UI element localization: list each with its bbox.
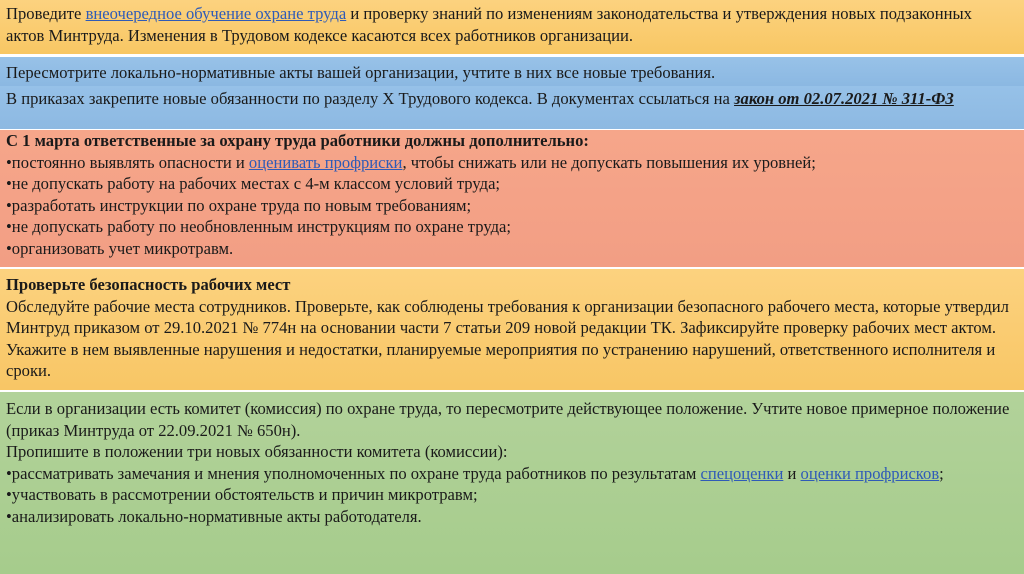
committee-item-1-pre: •рассматривать замечания и мнения уполномоченных по охране труда работников по результатам bbox=[6, 463, 701, 483]
committee-item-2: •участвовать в рассмотрении обстоятельств и причин микротравм; bbox=[6, 485, 478, 504]
committee-item-1 bbox=[6, 463, 1018, 485]
block-workplace-safety bbox=[0, 269, 1024, 390]
committee-item-1-post: ; bbox=[939, 463, 944, 483]
training-text-1: Проведите bbox=[6, 4, 86, 23]
profrisk-assessment-link[interactable]: оценки профрисков bbox=[800, 463, 940, 483]
orders-text: В приказах закрепите новые обязанности по разделу X Трудового кодекса. В документах ссылаться на bbox=[6, 89, 735, 108]
duties-item-1 bbox=[6, 152, 1018, 174]
duties-item-5: •организовать учет микротравм. bbox=[6, 238, 234, 258]
special-assessment-link[interactable]: спецоценки bbox=[700, 463, 784, 483]
duties-item-2: •не допускать работу на рабочих местах с 4-м классом условий труда; bbox=[6, 174, 501, 193]
duties-item-1-pre: •постоянно выявлять опасности и bbox=[6, 152, 249, 172]
block-orders bbox=[0, 86, 1024, 129]
local-acts-text: Пересмотрите локально-нормативные акты вашей организации, учтите в них все новые требования. bbox=[6, 63, 716, 82]
duties-item-3: •разработать инструкции по охране труда по новым требованиям; bbox=[6, 195, 472, 215]
training-text-2: и проверку знаний по изменениям законодательства и утверждения новых подзаконных актов Минтруда. Изменения в Трудовом кодексе касаются всех работников организации. bbox=[6, 4, 972, 45]
committee-item-1-mid: и bbox=[783, 463, 801, 483]
duties-item-4: •не допускать работу по необновленным инструкциям по охране труда; bbox=[6, 217, 511, 236]
block-local-acts bbox=[0, 57, 1024, 86]
training-paragraph bbox=[6, 3, 984, 46]
block-responsible-duties bbox=[0, 130, 1024, 267]
law-reference: закон от 02.07.2021 № 311-ФЗ bbox=[734, 89, 954, 108]
block-committee bbox=[0, 392, 1024, 574]
workplace-body: Обследуйте рабочие места сотрудников. Проверьте, как соблюдены требования к организации безопасного рабочего места, которые утвердил Минтруд приказом от 29.10.2021 № 774н на основании части 7 статьи 209 новой редакции ТК. Зафиксируйте проверку рабочих мест актом. Укажите в нем выявленные нарушения и недостатки, планируемые мероприятия по устранению нарушений, ответственного исполнителя и сроки. bbox=[6, 296, 1009, 380]
orders-paragraph bbox=[6, 88, 1018, 110]
block-training bbox=[0, 0, 1024, 54]
committee-paragraph-2: Пропишите в положении три новых обязанности комитета (комиссии): bbox=[6, 442, 508, 461]
committee-item-3: •анализировать локально-нормативные акты работодателя. bbox=[6, 506, 422, 526]
workplace-heading: Проверьте безопасность рабочих мест bbox=[6, 275, 291, 294]
duties-heading: С 1 марта ответственные за охрану труда работники должны дополнительно: bbox=[6, 131, 589, 150]
committee-paragraph-1: Если в организации есть комитет (комиссия) по охране труда, то пересмотрите действующее положение. Учтите новое примерное положение (приказ Минтруда от 22.09.2021 № 650н). bbox=[6, 399, 1010, 440]
duties-item-1-post: , чтобы снижать или не допускать повышения их уровней; bbox=[402, 152, 816, 172]
profrisks-link[interactable]: оценивать профриски bbox=[248, 152, 403, 172]
training-link[interactable]: внеочередное обучение охране труда bbox=[85, 4, 347, 23]
